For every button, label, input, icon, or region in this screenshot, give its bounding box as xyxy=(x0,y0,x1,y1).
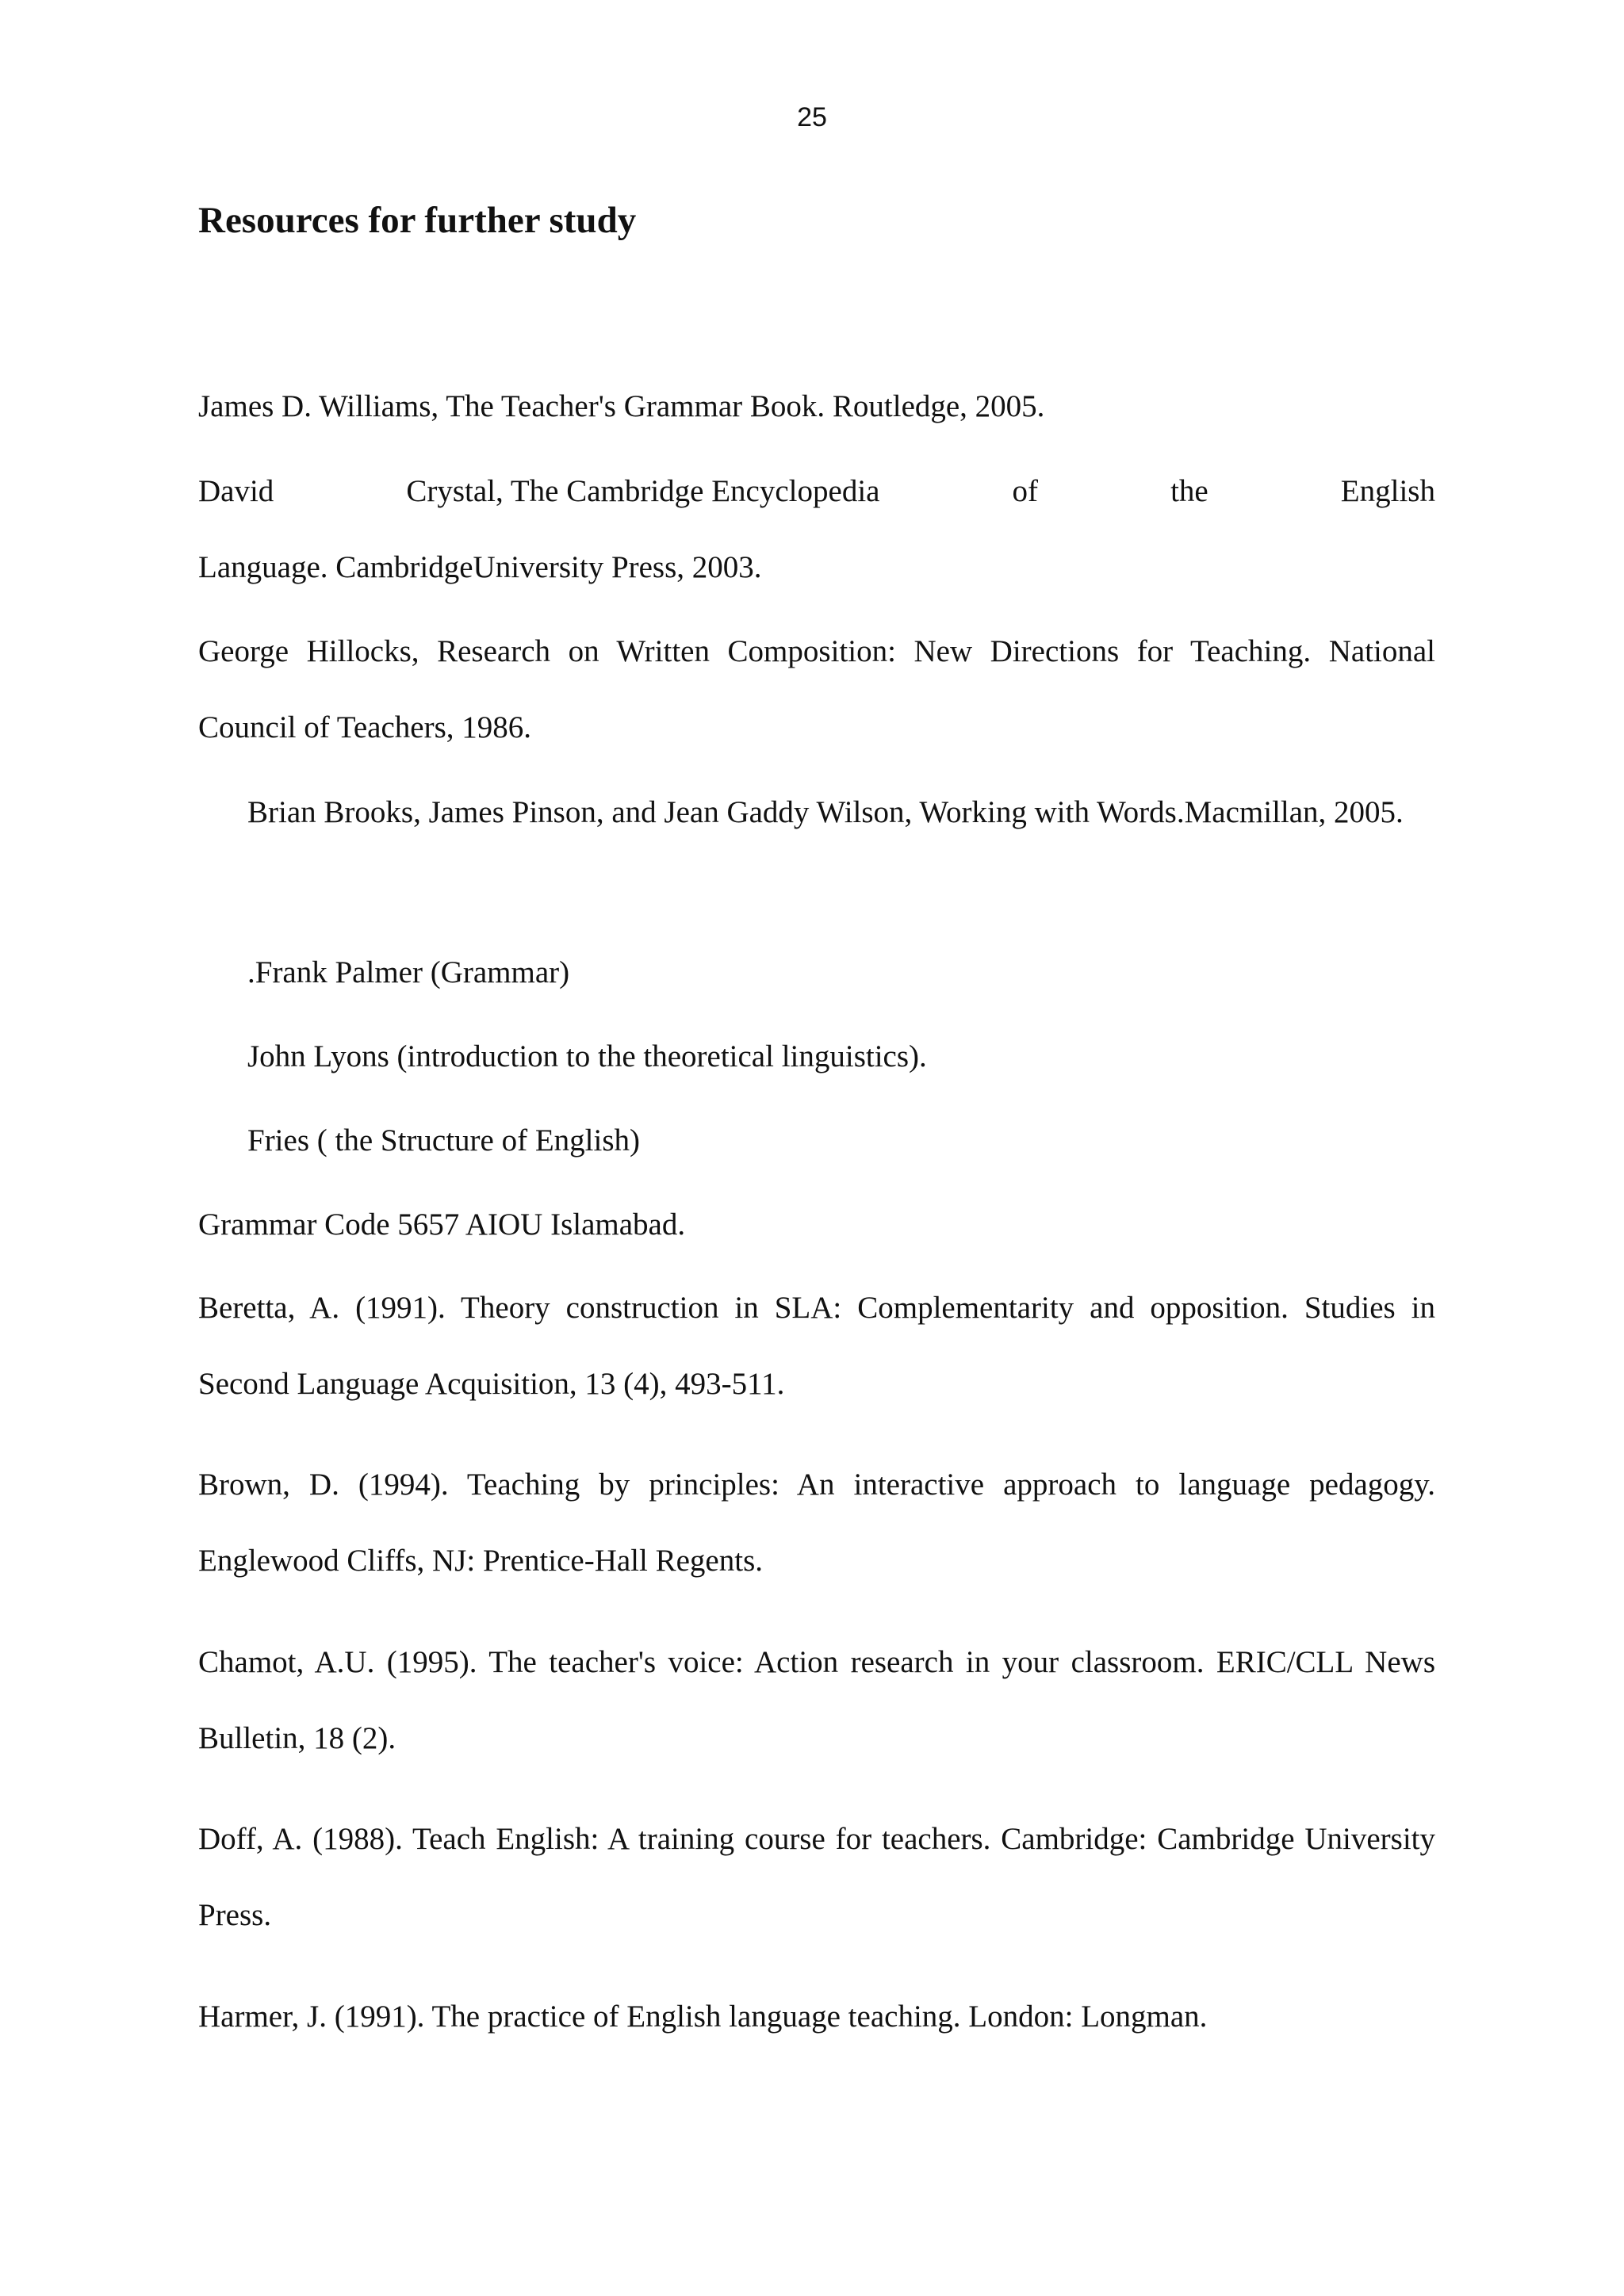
reference-word: the xyxy=(1170,474,1208,508)
reference-spread-line xyxy=(198,453,1435,530)
page-title: Resources for further study xyxy=(198,200,637,241)
reference-item: John Lyons (introduction to the theoretical linguistics). xyxy=(247,1039,927,1073)
reference-continuation: Language. CambridgeUniversity Press, 2003. xyxy=(198,550,762,584)
reference-word: of xyxy=(1012,474,1039,508)
reference-item: Beretta, A. (1991). Theory construction in SLA: Complementarity and opposition. Studies in Second Language Acquisition, 13 (4), 493-511. xyxy=(198,1291,1435,1401)
reference-item: Doff, A. (1988). Teach English: A training course for teachers. Cambridge: Cambridge University Press. xyxy=(198,1822,1435,1932)
reference-item xyxy=(198,453,1435,606)
reference-item: Fries ( the Structure of English) xyxy=(247,1123,640,1158)
reference-item: Grammar Code 5657 AIOU Islamabad. xyxy=(198,1207,686,1242)
reference-item: .Frank Palmer (Grammar) xyxy=(247,955,570,989)
reference-word: English xyxy=(1340,474,1435,508)
reference-word: David xyxy=(198,474,274,508)
reference-item: Harmer, J. (1991). The practice of English language teaching. London: Longman. xyxy=(198,1999,1208,2034)
reference-item: Brown, D. (1994). Teaching by principles: An interactive approach to language pedagogy. Englewood Cliffs, NJ: Prentice-Hall Regents. xyxy=(198,1468,1435,1578)
page-number: 25 xyxy=(797,102,827,132)
reference-item: Chamot, A.U. (1995). The teacher's voice: Action research in your classroom. ERIC/CLL News Bulletin, 18 (2). xyxy=(198,1645,1435,1755)
reference-item: George Hillocks, Research on Written Composition: New Directions for Teaching. National Council of Teachers, 1986. xyxy=(198,634,1435,744)
reference-word: Crystal, The Cambridge Encyclopedia xyxy=(406,474,880,508)
reference-item: Brian Brooks, James Pinson, and Jean Gaddy Wilson, Working with Words.Macmillan, 2005. xyxy=(247,795,1404,829)
reference-item: James D. Williams, The Teacher's Grammar Book. Routledge, 2005. xyxy=(198,389,1045,423)
